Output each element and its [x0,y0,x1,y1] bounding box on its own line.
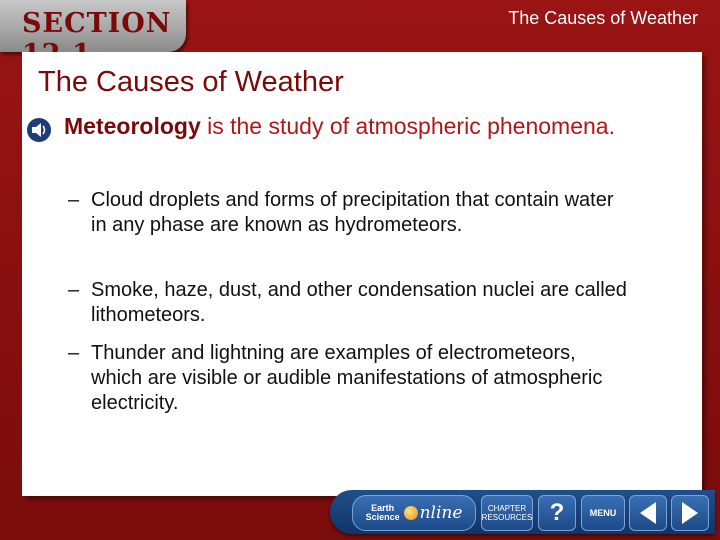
slide-title: The Causes of Weather [38,66,344,98]
sub-point-text: Smoke, haze, dust, and other condensation nuclei are called lithometeors. [91,279,627,326]
content-panel [22,52,702,496]
right-arrow-icon [682,502,698,524]
next-slide-button[interactable] [671,495,709,531]
header-topic: The Causes of Weather [508,8,698,28]
speaker-icon[interactable] [26,117,52,143]
menu-button[interactable] [581,495,625,531]
sub-point-text: Cloud droplets and forms of precipitation that contain water in any phase are known as hydrometeors. [91,189,614,236]
navigation-bar [330,490,715,534]
main-point-text: is the study of atmospheric phenomena. [200,113,615,139]
chapter-resources-label: CHAPTER RESOURCES [481,504,533,522]
sub-point-dash: – [68,189,80,211]
left-arrow-icon [640,502,656,524]
help-button[interactable] [538,495,576,531]
earth-science-online-button[interactable] [352,495,476,531]
globe-icon [404,506,418,520]
sub-point [68,341,628,416]
sub-point-dash: – [68,279,80,301]
section-tab [0,0,186,52]
sub-point-text: Thunder and lightning are examples of electrometeors, which are visible or audible manifestations of atmospheric electricity. [91,342,603,414]
previous-slide-button[interactable] [629,495,667,531]
online-label: nline [419,503,463,523]
earth-science-brand: Earth Science [365,503,400,522]
section-label: SECTION [22,8,172,39]
sub-point [68,188,628,238]
main-point [64,112,684,140]
help-icon: ? [549,499,565,526]
key-term: Meteorology [64,113,201,139]
sub-point-dash: – [68,342,80,364]
menu-label: MENU [589,508,617,518]
sub-point [68,278,628,328]
chapter-resources-button[interactable] [481,495,533,531]
